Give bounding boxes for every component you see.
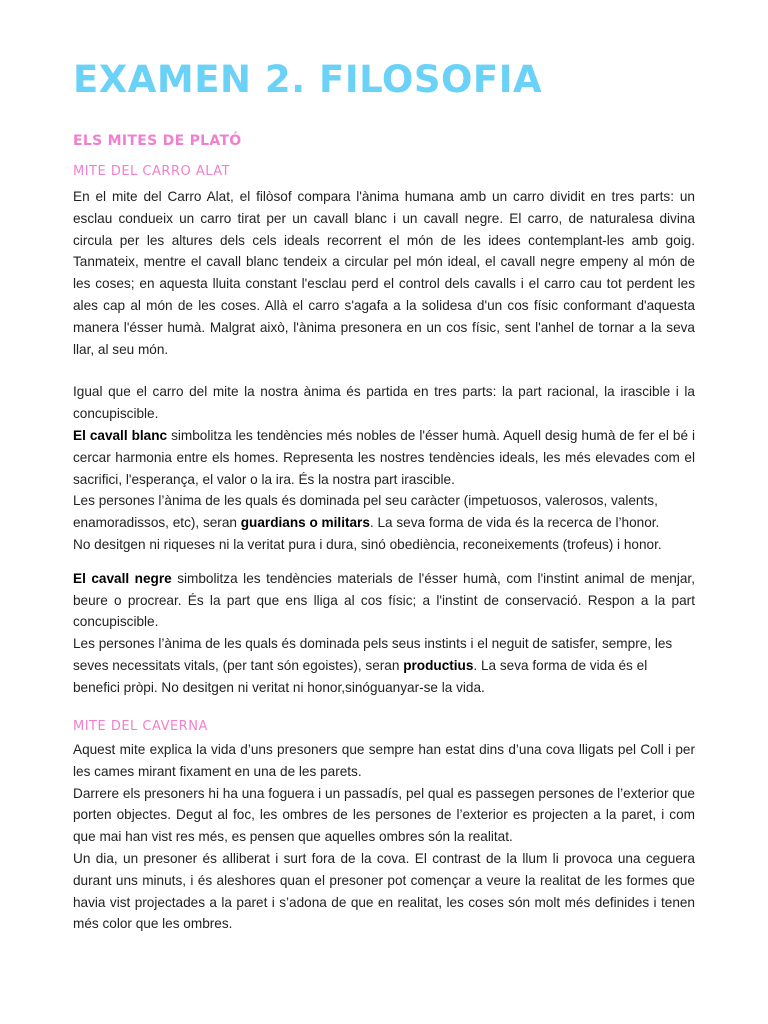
productius-paragraph	[73, 633, 695, 698]
caverna-heading: MITE DEL CAVERNA	[73, 719, 208, 734]
carro-section	[73, 164, 695, 699]
productius-text-c: . La seva forma de vida és el benefici pròpi. No desitgen ni veritat ni honor,sinóguanyar-se la vida.	[73, 657, 648, 695]
productius-text-a: Les persones l’ànima de les quals és dominada pels seus instints i el neguit de satisfer, sempre, les seves necessitats vitals, (per tant són egoistes), seran	[73, 636, 673, 673]
productius-term: productius	[403, 657, 474, 673]
carro-paragraph-1: En el mite del Carro Alat, el filòsof compara l'ànima humana amb un carro dividit en tres parts: un esclau condueix un carro tirat per un cavall blanc i un cavall negre. El carro, de naturalesa divina circula per les altures dels cels ideals recorrent el món de les idees contemplant-les amb goig. Tanmateix, mentre el cavall blanc tendeix a circular pel món ideal, el cavall negre empeny al món de les coses; en aquesta lluita constant l'esclau perd el control dels cavalls i el carro cau tot perdent les ales cap al món de les coses. Allà el carro s'agafa a la solidesa d'un cos físic conformant d'aquesta manera l'ésser humà. Malgrat això, l'ànima presonera en un cos físic, sent l'anhel de tornar a la seva llar, al seu món.	[73, 189, 695, 357]
carro-heading: MITE DEL CARRO ALAT	[73, 164, 231, 179]
guardians-text-c: . La seva forma de vida és la recerca de l’honor.	[369, 515, 660, 531]
section-heading: ELS MITES DE PLATÓ	[73, 133, 242, 149]
caverna-paragraph-1: Aquest mite explica la vida d’uns presoners que sempre han estat dins d’una cova lligats pel Coll i per les cames mirant fixament en una de les parets.	[73, 742, 695, 779]
guardians-desires: No desitgen ni riqueses ni la veritat pura i dura, sinó obediència, reconeixements (trofeus) i honor.	[73, 536, 662, 552]
cavall-blanc-term: El cavall blanc	[73, 427, 168, 443]
cavall-negre-paragraph	[73, 568, 695, 633]
cavall-negre-text: simbolitza les tendències materials de l'ésser humà, com l'instint animal de menjar, beure o procrear. És la part que ens lliga al cos físic; a l'instint de conservació. Respon a la part concupiscible.	[73, 570, 695, 630]
cavall-negre-term: El cavall negre	[73, 570, 172, 586]
carro-paragraph-2: Igual que el carro del mite la nostra ànima és partida en tres parts: la part racional, la irascible i la concupiscible.	[73, 384, 695, 422]
caverna-section	[73, 719, 695, 935]
caverna-paragraph-2: Darrere els presoners hi ha una foguera i un passadís, pel qual es passegen persones de l’exterior que porten objectes. Degut al foc, les ombres de les persones de l’exterior es projecten a la paret, i com que mai han vist res més, es pensen que aquelles ombres són la realitat.	[73, 785, 695, 845]
cavall-blanc-text: simbolitza les tendències més nobles de l'ésser humà. Aquell desig humà de fer el bé i cercar harmonia entre els homes. Representa les nostres tendències ideals, les més elevades com el sacrifici, l'esperança, el valor o la ira. És la nostra part irascible.	[73, 427, 695, 487]
guardians-paragraph	[73, 490, 695, 534]
cavall-blanc-paragraph	[73, 425, 695, 490]
page-title: EXAMEN 2. FILOSOFIA	[73, 58, 543, 101]
caverna-paragraph-3: Un dia, un presoner és alliberat i surt fora de la cova. El contrast de la llum li provoca una ceguera durant uns minuts, i és aleshores quan el presoner pot començar a veure la realitat de les formes que havia vist projectades a la paret i s’adona de que en realitat, les coses són molt més definides i tenen més color que les ombres.	[73, 850, 695, 932]
guardians-text-a: Les persones l’ànima de les quals és dominada pel seu caràcter (impetuosos, valerosos, valents, enamoradissos, etc), seran	[73, 493, 658, 531]
guardians-term: guardians o militars	[240, 515, 370, 531]
